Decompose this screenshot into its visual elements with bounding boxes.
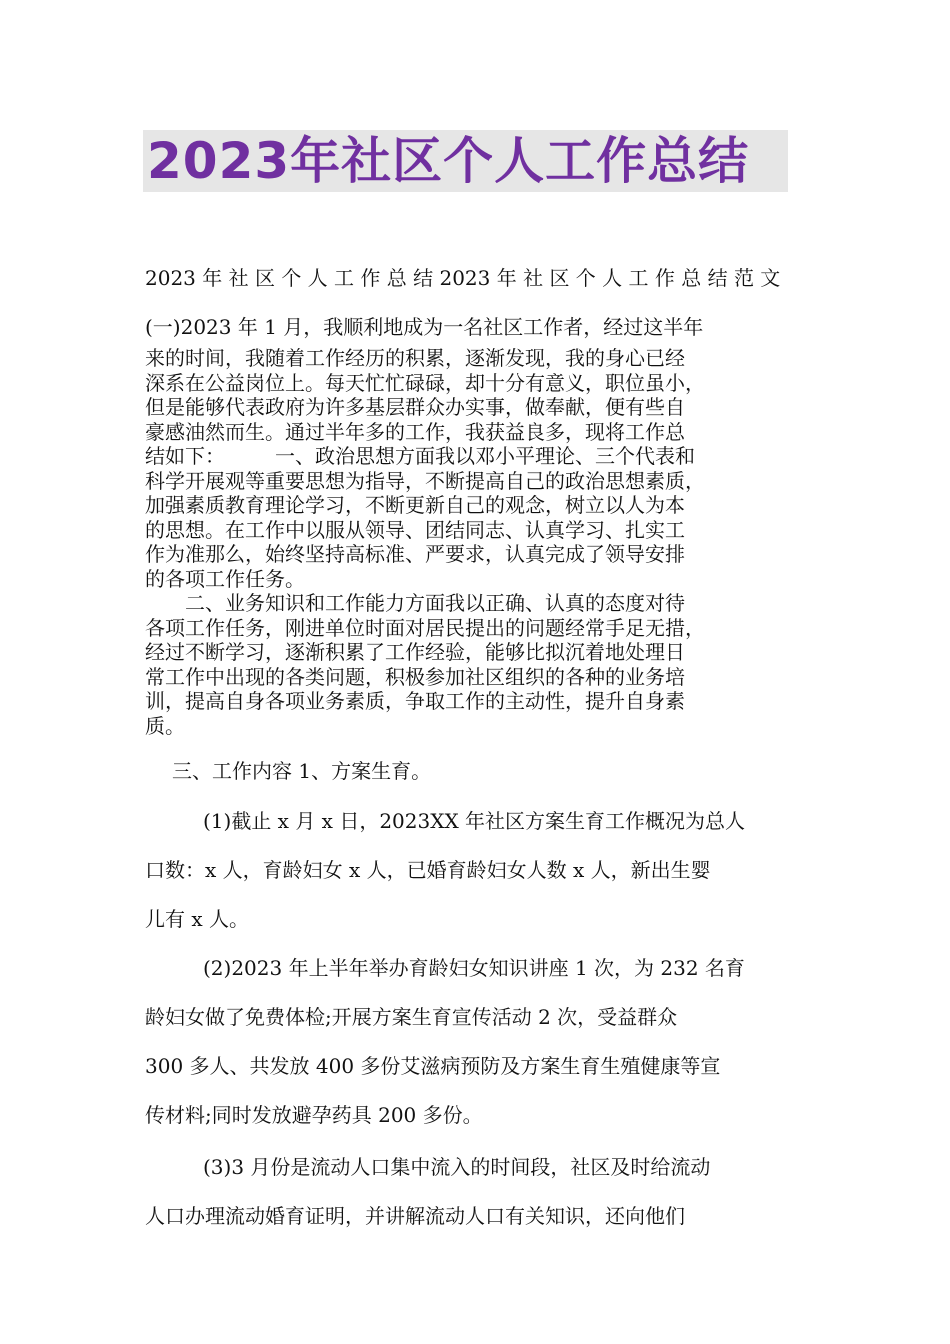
text-line: 质。 — [145, 713, 185, 738]
text-line: 加强素质教育理论学习，不断更新自己的观念，树立以人为本 — [145, 493, 685, 517]
text-line: 作为准那么，始终坚持高标准、严要求，认真完成了领导安排 — [145, 542, 685, 566]
text-line: 龄妇女做了免费体检;开展方案生育宣传活动 2 次，受益群众 — [145, 1005, 678, 1029]
text-line: 常工作中出现的各类问题，积极参加社区组织的各种的业务培 — [145, 664, 685, 689]
text-line: 传材料;同时发放避孕药具 200 多份。 — [145, 1103, 483, 1127]
text-line: (1)截止 x 月 x 日，2023XX 年社区方案生育工作概况为总人 — [203, 809, 746, 833]
text-line: 但是能够代表政府为许多基层群众办实事，做奉献，便有些自 — [145, 395, 685, 419]
paragraph-intro — [145, 254, 810, 352]
text-line: 来的时间，我随着工作经历的积累，逐渐发现，我的身心已经 — [145, 346, 685, 370]
text-line: (一)2023 年 1 月，我顺利地成为一名社区工作者，经过这半年 — [145, 315, 704, 339]
text-line: 300 多人、共发放 400 多份艾滋病预防及方案生育生殖健康等宣 — [145, 1054, 721, 1078]
text-line: 2023 年 社 区 个 人 工 作 总 结 2023 年 社 区 个 人 工 作 总 结 范 文 — [145, 266, 781, 290]
text-line: 二、业务知识和工作能力方面我以正确、认真的态度对待 — [145, 591, 685, 615]
text-line: 的思想。在工作中以服从领导、团结同志、认真学习、扎实工 — [145, 517, 685, 542]
paragraph-body — [145, 346, 810, 738]
text-line: (2)2023 年上半年举办育龄妇女知识讲座 1 次，为 232 名育 — [203, 956, 745, 980]
text-line: 口数：x 人，育龄妇女 x 人，已婚育龄妇女人数 x 人，新出生婴 — [145, 858, 711, 882]
paragraph-item-3 — [145, 1143, 810, 1241]
text-line: (3)3 月份是流动人口集中流入的时间段，社区及时给流动 — [203, 1155, 711, 1179]
document-title: 2023年社区个人工作总结 — [147, 132, 750, 190]
text-line: 人口办理流动婚育证明，并讲解流动人口有关知识，还向他们 — [145, 1204, 685, 1228]
text-line: 豪感油然而生。通过半年多的工作，我获益良多，现将工作总 — [145, 419, 685, 444]
title-highlight — [143, 130, 788, 192]
text-line: 科学开展观等重要思想为指导，不断提高自己的政治思想素质， — [145, 468, 705, 493]
text-line: 深系在公益岗位上。每天忙忙碌碌，却十分有意义，职位虽小， — [145, 370, 705, 395]
paragraph-item-2 — [145, 944, 810, 1140]
text-line: 三、工作内容 1、方案生育。 — [172, 759, 432, 783]
text-line: 各项工作任务，刚进单位时面对居民提出的问题经常手足无措， — [145, 615, 705, 640]
text-line: 经过不断学习，逐渐积累了工作经验，能够比拟沉着地处理日 — [145, 640, 685, 664]
text-line: 儿有 x 人。 — [145, 907, 249, 931]
paragraph-section-three — [150, 747, 837, 796]
paragraph-item-1 — [145, 797, 810, 944]
text-line: 训，提高自身各项业务素质，争取工作的主动性，提升自身素 — [145, 689, 685, 713]
text-line: 的各项工作任务。 — [145, 566, 305, 591]
text-line: 结如下： 一、政治思想方面我以邓小平理论、三个代表和 — [145, 444, 695, 468]
